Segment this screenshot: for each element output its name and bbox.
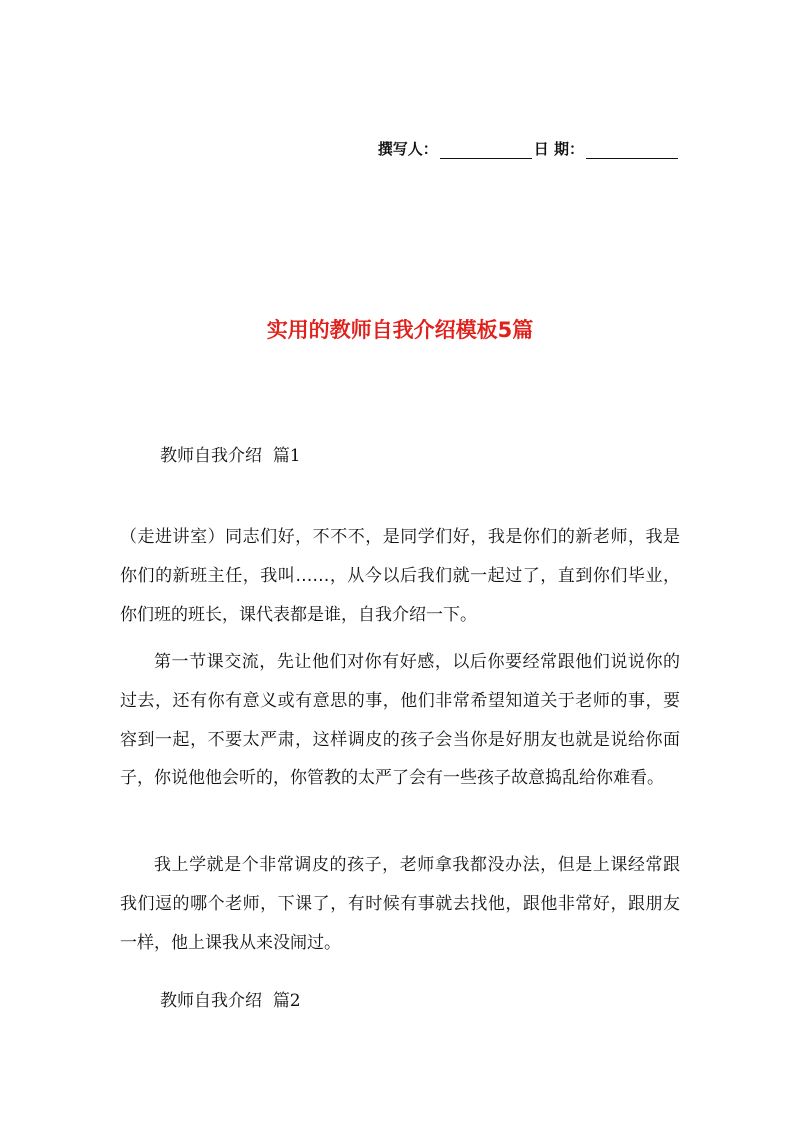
date-blank-line	[586, 140, 678, 159]
author-blank-line	[440, 140, 532, 159]
section-heading-2	[160, 986, 301, 1011]
paragraph-2: 第一节课交流，先让他们对你有好感，以后你要经常跟他们说说你的过去，还有你有意义或有意思的事，他们非常希望知道关于老师的事，要容到一起，不要太严肃，这样调皮的孩子会当你是好朋友也就是说给你面子，你说他他会听的，你管教的太严了会有一些孩子故意捣乱给你难看。	[120, 652, 680, 789]
section-number: 篇1	[272, 446, 301, 466]
document-title: 实用的教师自我介绍模板5篇	[266, 318, 534, 342]
author-label: 撰写人：	[377, 140, 438, 158]
section-heading-1	[160, 441, 301, 466]
section-number: 篇2	[272, 991, 301, 1011]
document-header	[378, 138, 680, 159]
paragraph-1: （走进讲室）同志们好，不不不，是同学们好，我是你们的新老师，我是你们的新班主任，我叫……，从今以后我们就一起过了，直到你们毕业，你们班的班长，课代表都是谁，自我介绍一下。	[120, 527, 680, 625]
section-heading-text: 教师自我介绍	[160, 446, 262, 466]
paragraph-3: 我上学就是个非常调皮的孩子，老师拿我都没办法，但是上课经常跟我们逗的哪个老师，下课了，有时候有事就去找他，跟他非常好，跟朋友一样，他上课我从来没闹过。	[120, 855, 680, 953]
section-heading-text: 教师自我介绍	[160, 991, 262, 1011]
date-label: 日 期：	[533, 140, 584, 158]
